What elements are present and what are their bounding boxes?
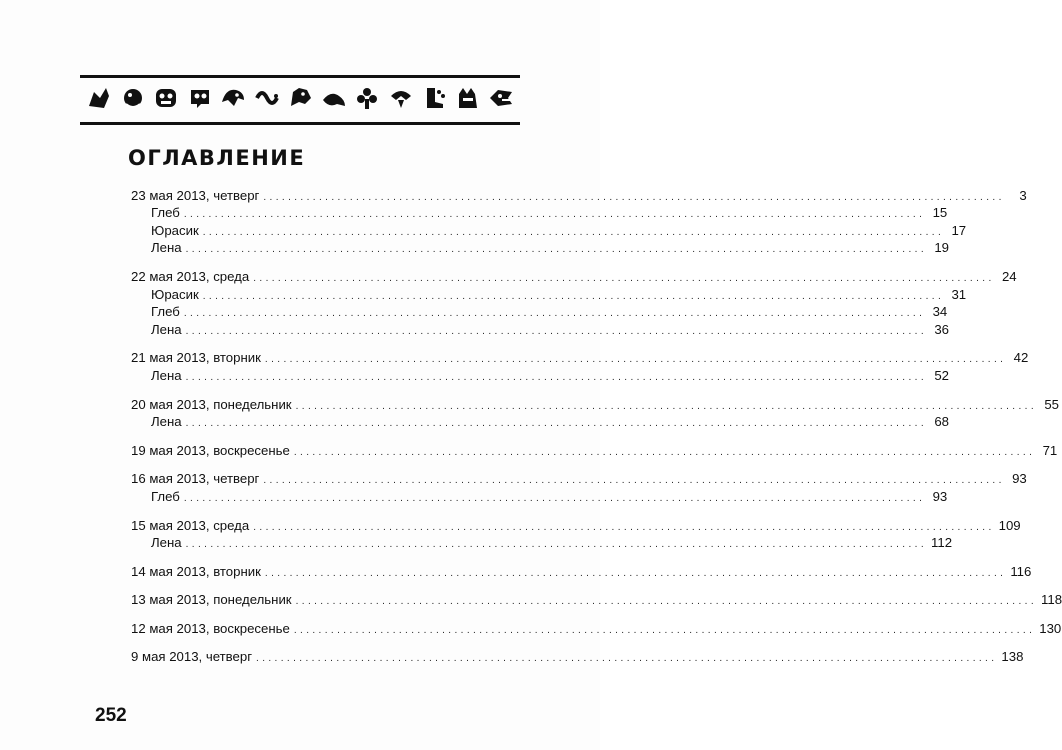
- bird-glyph-icon: [86, 84, 112, 117]
- toc-page-number: 34: [932, 304, 948, 320]
- dot-leader: ........................................................................................................................: [183, 308, 926, 320]
- dot-leader: ........................................................................................................................: [202, 290, 945, 302]
- dot-leader: ........................................................................................................................: [256, 653, 998, 665]
- toc-page-number: 112: [931, 535, 953, 551]
- toc-entry-title: 15 мая 2013, среда: [131, 517, 250, 533]
- toc-page-number: 19: [934, 240, 950, 256]
- monkey-glyph-icon: [120, 84, 146, 117]
- serpent-glyph-icon: [254, 84, 280, 117]
- toc-page-number: 24: [1001, 268, 1017, 284]
- toc-group: [131, 349, 1029, 384]
- toc-entry: [131, 516, 1021, 534]
- toc-entry: [131, 470, 1027, 488]
- toc-page-number: 52: [934, 367, 950, 383]
- toc-page-number: 31: [951, 286, 967, 302]
- toc-subentry: [131, 366, 950, 384]
- toc-entry: [131, 648, 1024, 666]
- dot-leader: ........................................................................................................................: [263, 191, 1005, 203]
- jaguar-glyph-icon: [220, 84, 246, 117]
- dot-leader: ........................................................................................................................: [185, 418, 928, 430]
- toc-group: [131, 619, 1062, 637]
- toc-page-number: 15: [932, 205, 948, 221]
- toc-page-number: 138: [1001, 649, 1024, 665]
- dot-leader: ........................................................................................................................: [263, 475, 1005, 487]
- eagle-glyph-icon: [388, 84, 414, 117]
- toc-entry-title: Глеб: [151, 488, 180, 504]
- toc-entry-title: Лена: [151, 414, 182, 430]
- toc-group: [131, 186, 1027, 256]
- dot-leader: ........................................................................................................................: [253, 272, 995, 284]
- dot-leader: ........................................................................................................................: [183, 492, 926, 504]
- toc-entry-title: 14 мая 2013, вторник: [131, 563, 261, 579]
- toc-entry-title: Лена: [151, 240, 182, 256]
- toc-subentry: [131, 413, 950, 431]
- toc-page-number: 93: [932, 488, 948, 504]
- toc-entry-title: 19 мая 2013, воскресенье: [131, 442, 290, 458]
- toc-entry: [131, 395, 1059, 413]
- toc-entry-title: Глеб: [151, 205, 180, 221]
- toc-entry-title: Юрасик: [151, 222, 199, 238]
- dot-leader: ........................................................................................................................: [183, 209, 926, 221]
- coyote-glyph-icon: [287, 84, 313, 117]
- dot-leader: ........................................................................................................................: [295, 596, 1037, 608]
- hand-glyph-icon: [455, 84, 481, 117]
- dot-leader: ........................................................................................................................: [185, 244, 928, 256]
- foot-glyph-icon: [421, 84, 447, 117]
- toc-entry-title: 21 мая 2013, вторник: [131, 350, 261, 366]
- toc-entry: [131, 349, 1029, 367]
- dot-leader: ........................................................................................................................: [293, 624, 1036, 636]
- table-of-contents: [131, 186, 1062, 676]
- dot-leader: ........................................................................................................................: [253, 521, 995, 533]
- flower-glyph-icon: [354, 84, 380, 117]
- toc-entry-title: 16 мая 2013, четверг: [131, 471, 260, 487]
- toc-page-number: 116: [1010, 563, 1032, 579]
- toc-subentry: [131, 285, 967, 303]
- page-title: ОГЛАВЛЕНИЕ: [128, 146, 306, 170]
- toc-page-number: 17: [951, 222, 967, 238]
- toc-subentry: [131, 221, 967, 239]
- toc-entry: [131, 591, 1062, 609]
- toc-page-number: 71: [1042, 442, 1058, 458]
- skull-glyph-icon: [187, 84, 213, 117]
- toc-page-number: 55: [1044, 396, 1059, 412]
- toc-group: [131, 470, 1027, 505]
- toc-group: [131, 648, 1024, 666]
- toc-subentry: [131, 320, 950, 338]
- toc-page-number: 109: [998, 517, 1021, 533]
- dot-leader: ........................................................................................................................: [293, 446, 1036, 458]
- toc-subentry: [131, 534, 953, 552]
- dot-leader: ........................................................................................................................: [202, 226, 945, 238]
- lizard-glyph-icon: [321, 84, 347, 117]
- toc-subentry: [131, 239, 950, 257]
- face-glyph-icon: [153, 84, 179, 117]
- toc-entry-title: 23 мая 2013, четверг: [131, 187, 260, 203]
- toc-entry-title: Юрасик: [151, 286, 199, 302]
- toc-entry-title: Глеб: [151, 304, 180, 320]
- toc-entry: [131, 441, 1058, 459]
- toc-page-number: 36: [934, 321, 950, 337]
- toc-page-number: 3: [1019, 187, 1027, 203]
- toc-group: [131, 516, 1021, 551]
- dot-leader: ........................................................................................................................: [264, 567, 1007, 579]
- toc-entry-title: Лена: [151, 535, 182, 551]
- dragon-glyph-icon: [488, 84, 514, 117]
- dot-leader: ........................................................................................................................: [185, 325, 928, 337]
- toc-page-number: 68: [934, 414, 950, 430]
- dot-leader: ........................................................................................................................: [185, 539, 928, 551]
- toc-entry-title: Лена: [151, 367, 182, 383]
- dot-leader: ........................................................................................................................: [295, 400, 1037, 412]
- toc-entry-title: 12 мая 2013, воскресенье: [131, 620, 290, 636]
- toc-page-number: 42: [1013, 350, 1029, 366]
- toc-group: [131, 395, 1059, 430]
- toc-page-number: 118: [1041, 592, 1062, 608]
- toc-page-number: 130: [1039, 620, 1062, 636]
- toc-entry-title: 20 мая 2013, понедельник: [131, 396, 292, 412]
- ornamental-border: [80, 75, 520, 125]
- toc-subentry: [131, 204, 948, 222]
- toc-subentry: [131, 303, 948, 321]
- toc-group: [131, 441, 1058, 459]
- page-number: 252: [95, 705, 127, 726]
- toc-group: [131, 591, 1062, 609]
- toc-entry-title: 22 мая 2013, среда: [131, 268, 250, 284]
- toc-group: [131, 267, 1017, 337]
- toc-entry: [131, 267, 1017, 285]
- dot-leader: ........................................................................................................................: [264, 354, 1007, 366]
- toc-entry-title: 13 мая 2013, понедельник: [131, 592, 292, 608]
- toc-entry-title: Лена: [151, 321, 182, 337]
- dot-leader: ........................................................................................................................: [185, 371, 928, 383]
- toc-group: [131, 562, 1032, 580]
- toc-subentry: [131, 487, 948, 505]
- toc-entry: [131, 619, 1062, 637]
- toc-entry-title: 9 мая 2013, четверг: [131, 649, 253, 665]
- toc-entry: [131, 186, 1027, 204]
- toc-page-number: 93: [1012, 471, 1027, 487]
- toc-entry: [131, 562, 1032, 580]
